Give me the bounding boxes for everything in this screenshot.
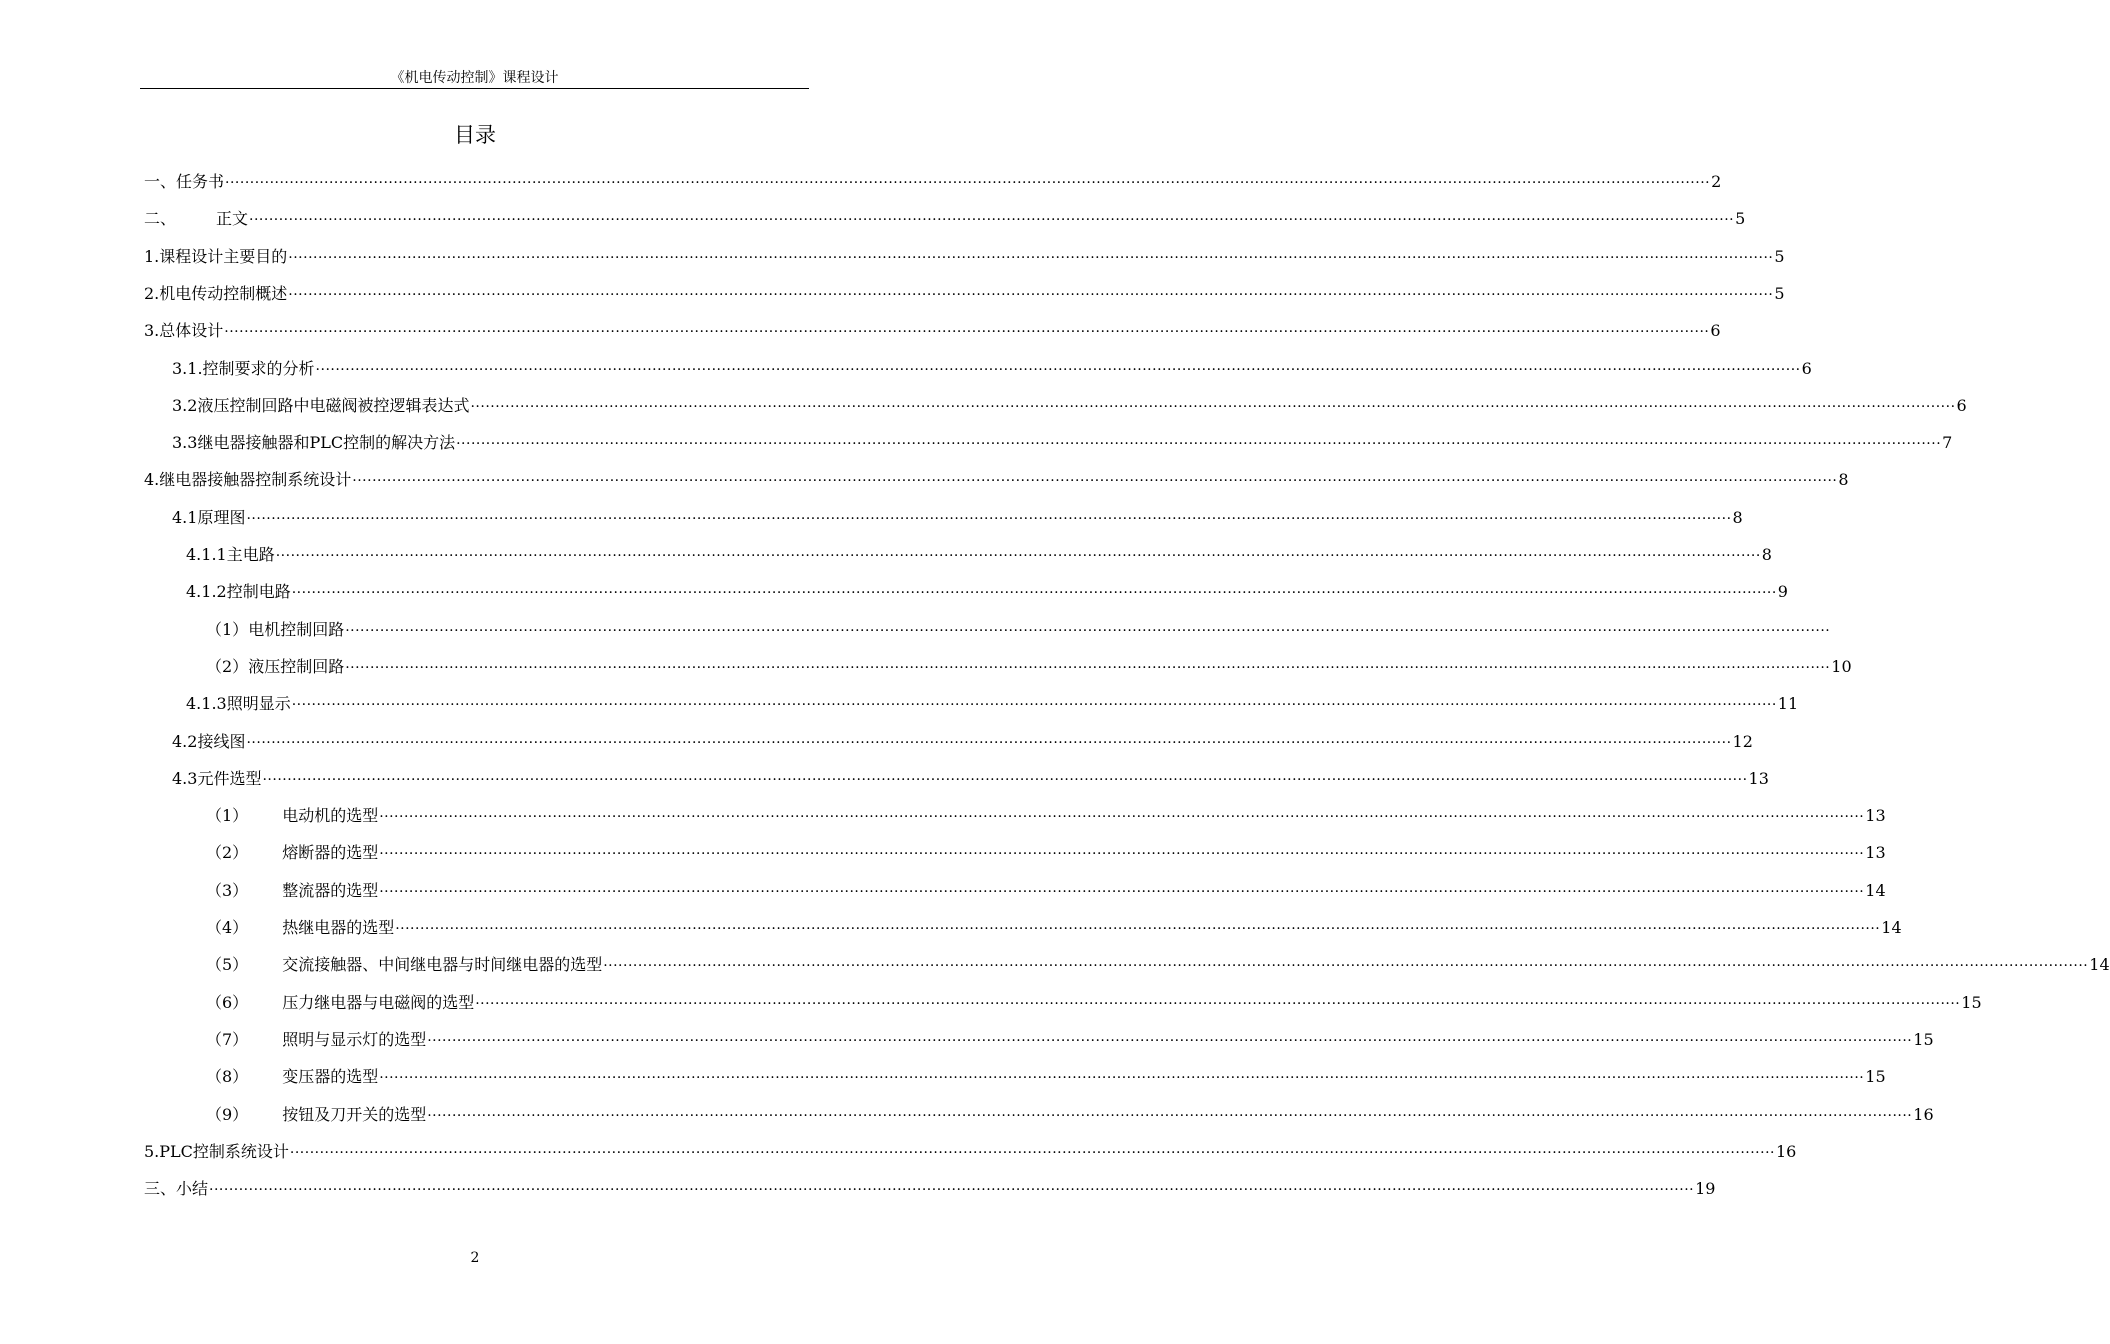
toc-entry-number: 4.1.1 — [186, 545, 227, 564]
dot-leader: ············································································································································································································································································································ — [379, 1070, 1865, 1086]
dot-leader: ············································································································································································································································································································ — [379, 846, 1865, 862]
toc-entry[interactable] — [144, 468, 1849, 492]
toc-entry[interactable] — [206, 953, 2110, 977]
toc-entry-page: 5 — [1774, 247, 1785, 266]
toc-entry-page: 13 — [1865, 843, 1886, 862]
dot-leader: ············································································································································································································································································································ — [225, 175, 1711, 191]
dot-leader: ············································································································································································································································································································ — [209, 1182, 1695, 1198]
toc-entry-page: 11 — [1777, 694, 1799, 713]
toc-entry-text: 继电器接触器控制系统设计 — [159, 470, 352, 489]
toc-entry-text: 按钮及刀开关的选型 — [282, 1105, 427, 1124]
toc-entry-number: 4.1 — [172, 508, 198, 527]
dot-leader: ············································································································································································································································································································ — [379, 884, 1865, 900]
toc-entry-text: 电机控制回路 — [248, 620, 345, 639]
dot-leader: ············································································································································································································································································································ — [288, 287, 1774, 303]
toc-entry-text: 照明与显示灯的选型 — [282, 1030, 427, 1049]
toc-entry-number: （3） — [206, 881, 249, 900]
toc-entry-text: 压力继电器与电磁阀的选型 — [282, 993, 475, 1012]
toc-entry[interactable] — [144, 245, 1785, 269]
toc-entry-page: 6 — [1956, 396, 1967, 415]
toc-entry-number: （2） — [206, 843, 249, 862]
dot-leader: ············································································································································································································································································································ — [475, 996, 1961, 1012]
toc-entry-number: （7） — [206, 1030, 249, 1049]
toc-entry-text: 主电路 — [226, 545, 275, 564]
toc-entry-page: 14 — [2089, 955, 2110, 974]
toc-entry[interactable] — [206, 991, 1982, 1015]
dot-leader: ············································································································································································································································································································ — [246, 735, 1732, 751]
toc-entry-page: 14 — [1881, 918, 1902, 937]
dot-leader: ············································································································································································································································································································ — [262, 772, 1748, 788]
toc-entry[interactable] — [186, 580, 1788, 604]
toc-entry-number: （1） — [206, 806, 249, 825]
toc-entry-text: 照明显示 — [226, 694, 291, 713]
toc-entry-text: 控制电路 — [226, 582, 291, 601]
dot-leader: ············································································································································································································································································································ — [395, 921, 1881, 937]
toc-entry-number: 三、 — [144, 1179, 177, 1198]
dot-leader: ············································································································································································································································································································ — [603, 958, 2089, 974]
toc-entry-page: 12 — [1732, 732, 1753, 751]
toc-entry[interactable] — [206, 879, 1886, 903]
toc-entry-page: 8 — [1761, 545, 1772, 564]
toc-entry-page: 6 — [1801, 359, 1812, 378]
dot-leader: ············································································································································································································································································································ — [345, 623, 1831, 639]
toc-entry[interactable] — [206, 1028, 1934, 1052]
toc-entry-page: 8 — [1732, 508, 1743, 527]
dot-leader: ············································································································································································································································································································ — [288, 250, 1774, 266]
toc-entry-page: 6 — [1710, 321, 1721, 340]
toc-entry[interactable] — [144, 170, 1722, 194]
header-rule — [140, 88, 809, 89]
toc-entry[interactable] — [144, 319, 1721, 343]
dot-leader: ············································································································································································································································································································ — [224, 324, 1710, 340]
toc-entry[interactable] — [172, 394, 1967, 418]
toc-entry-page: 2 — [1711, 172, 1722, 191]
toc-entry-text: 热继电器的选型 — [282, 918, 395, 937]
toc-entry-number: 一、 — [144, 172, 177, 191]
page-title: 目录 — [454, 123, 496, 147]
toc-entry[interactable] — [172, 357, 1812, 381]
toc-entry[interactable] — [172, 767, 1769, 791]
toc-entry-text: PLC控制系统设计 — [159, 1142, 289, 1161]
toc-entry[interactable] — [206, 1065, 1886, 1089]
toc-entry[interactable] — [206, 655, 1852, 679]
toc-entry-page: 19 — [1695, 1179, 1716, 1198]
dot-leader: ············································································································································································································································································································ — [470, 399, 1956, 415]
running-header: 《机电传动控制》课程设计 — [390, 70, 559, 86]
dot-leader: ············································································································································································································································································································ — [291, 697, 1777, 713]
toc-entry-page: 16 — [1913, 1105, 1934, 1124]
toc-entry[interactable] — [206, 916, 1902, 940]
toc-entry-text: 机电传动控制概述 — [159, 284, 288, 303]
dot-leader: ············································································································································································································································································································ — [315, 362, 1801, 378]
toc-entry-page: 8 — [1838, 470, 1849, 489]
toc-entry[interactable] — [172, 730, 1753, 754]
dot-leader: ············································································································································································································································································································ — [246, 511, 1732, 527]
toc-entry-page: 15 — [1865, 1067, 1886, 1086]
toc-entry-number: （9） — [206, 1105, 249, 1124]
dot-leader: ············································································································································································································································································································ — [275, 548, 1761, 564]
toc-entry-text: 整流器的选型 — [282, 881, 379, 900]
toc-entry-page: 13 — [1865, 806, 1886, 825]
toc-entry-page: 16 — [1775, 1142, 1797, 1161]
toc-entry-text: 课程设计主要目的 — [159, 247, 288, 266]
toc-entry-page: 5 — [1735, 209, 1746, 228]
toc-entry-number: 3. — [144, 321, 160, 340]
toc-entry-text: 控制要求的分析 — [202, 359, 315, 378]
toc-entry-number: （1） — [206, 620, 249, 639]
page-number: 2 — [470, 1250, 480, 1266]
toc-entry-number: 4.1.3 — [186, 694, 227, 713]
dot-leader: ············································································································································································································································································································ — [379, 809, 1865, 825]
toc-entry-number: 3.1. — [172, 359, 203, 378]
toc-entry[interactable] — [144, 282, 1785, 306]
toc-entry-text: 电动机的选型 — [282, 806, 379, 825]
toc-entry-text: 正文 — [216, 209, 249, 228]
toc-entry-text: 任务书 — [176, 172, 225, 191]
toc-entry-text: 元件选型 — [197, 769, 262, 788]
toc-entry[interactable] — [172, 506, 1743, 530]
toc-entry-page: 9 — [1777, 582, 1788, 601]
toc-entry-text: 熔断器的选型 — [282, 843, 379, 862]
toc-entry-text: 液压控制回路 — [248, 657, 345, 676]
toc-entry-number: 4.3 — [172, 769, 198, 788]
dot-leader: ············································································································································································································································································································ — [289, 1145, 1775, 1161]
toc-entry-number: 1. — [144, 247, 160, 266]
toc-entry-number: 2. — [144, 284, 160, 303]
toc-entry-page: 5 — [1774, 284, 1785, 303]
toc-entry[interactable] — [144, 207, 1746, 231]
toc-entry-text: 液压控制回路中电磁阀被控逻辑表达式 — [197, 396, 470, 415]
toc-entry-page: 14 — [1865, 881, 1886, 900]
toc-entry-number: （2） — [206, 657, 249, 676]
toc-entry[interactable] — [144, 1140, 1797, 1164]
toc-entry-text: 总体设计 — [159, 321, 224, 340]
toc-entry-text: 原理图 — [197, 508, 246, 527]
toc-entry-number: 3.3 — [172, 433, 198, 452]
toc-entry-page: 15 — [1913, 1030, 1934, 1049]
toc-entry-text: 继电器接触器和PLC控制的解决方法 — [197, 433, 456, 452]
dot-leader: ············································································································································································································································································································ — [352, 473, 1838, 489]
toc-entry-text: 接线图 — [197, 732, 246, 751]
toc-entry-page: 15 — [1961, 993, 1982, 1012]
toc-entry[interactable] — [144, 1177, 1716, 1201]
toc-entry-number: （8） — [206, 1067, 249, 1086]
toc-entry-number: （4） — [206, 918, 249, 937]
toc-entry[interactable] — [172, 431, 1953, 455]
toc-entry-number: （6） — [206, 993, 249, 1012]
toc-entry[interactable] — [206, 804, 1886, 828]
toc-entry-number: 4.1.2 — [186, 582, 227, 601]
toc-entry-number: 5. — [144, 1142, 160, 1161]
dot-leader: ············································································································································································································································································································ — [427, 1033, 1913, 1049]
toc-entry-text: 变压器的选型 — [282, 1067, 379, 1086]
dot-leader: ············································································································································································································································································································ — [249, 212, 1735, 228]
toc-entry-page: 13 — [1748, 769, 1769, 788]
toc-entry[interactable] — [206, 1103, 1934, 1127]
dot-leader: ············································································································································································································································································································ — [456, 436, 1942, 452]
toc-entry-number: 3.2 — [172, 396, 198, 415]
toc-entry-number: 4. — [144, 470, 160, 489]
toc-entry[interactable] — [186, 692, 1799, 716]
toc-entry[interactable] — [186, 543, 1772, 567]
dot-leader: ············································································································································································································································································································ — [291, 585, 1777, 601]
toc-entry-number: 4.2 — [172, 732, 198, 751]
toc-entry-page: 7 — [1942, 433, 1953, 452]
toc-entry[interactable] — [206, 841, 1886, 865]
dot-leader: ············································································································································································································································································································ — [427, 1108, 1913, 1124]
dot-leader: ············································································································································································································································································································ — [345, 660, 1831, 676]
toc-entry-text: 交流接触器、中间继电器与时间继电器的选型 — [282, 955, 603, 974]
toc-entry-number: 二、 — [144, 209, 177, 228]
toc-entry[interactable] — [206, 618, 1831, 642]
toc-entry-page: 10 — [1831, 657, 1852, 676]
toc-entry-text: 小结 — [176, 1179, 209, 1198]
toc-entry-number: （5） — [206, 955, 249, 974]
